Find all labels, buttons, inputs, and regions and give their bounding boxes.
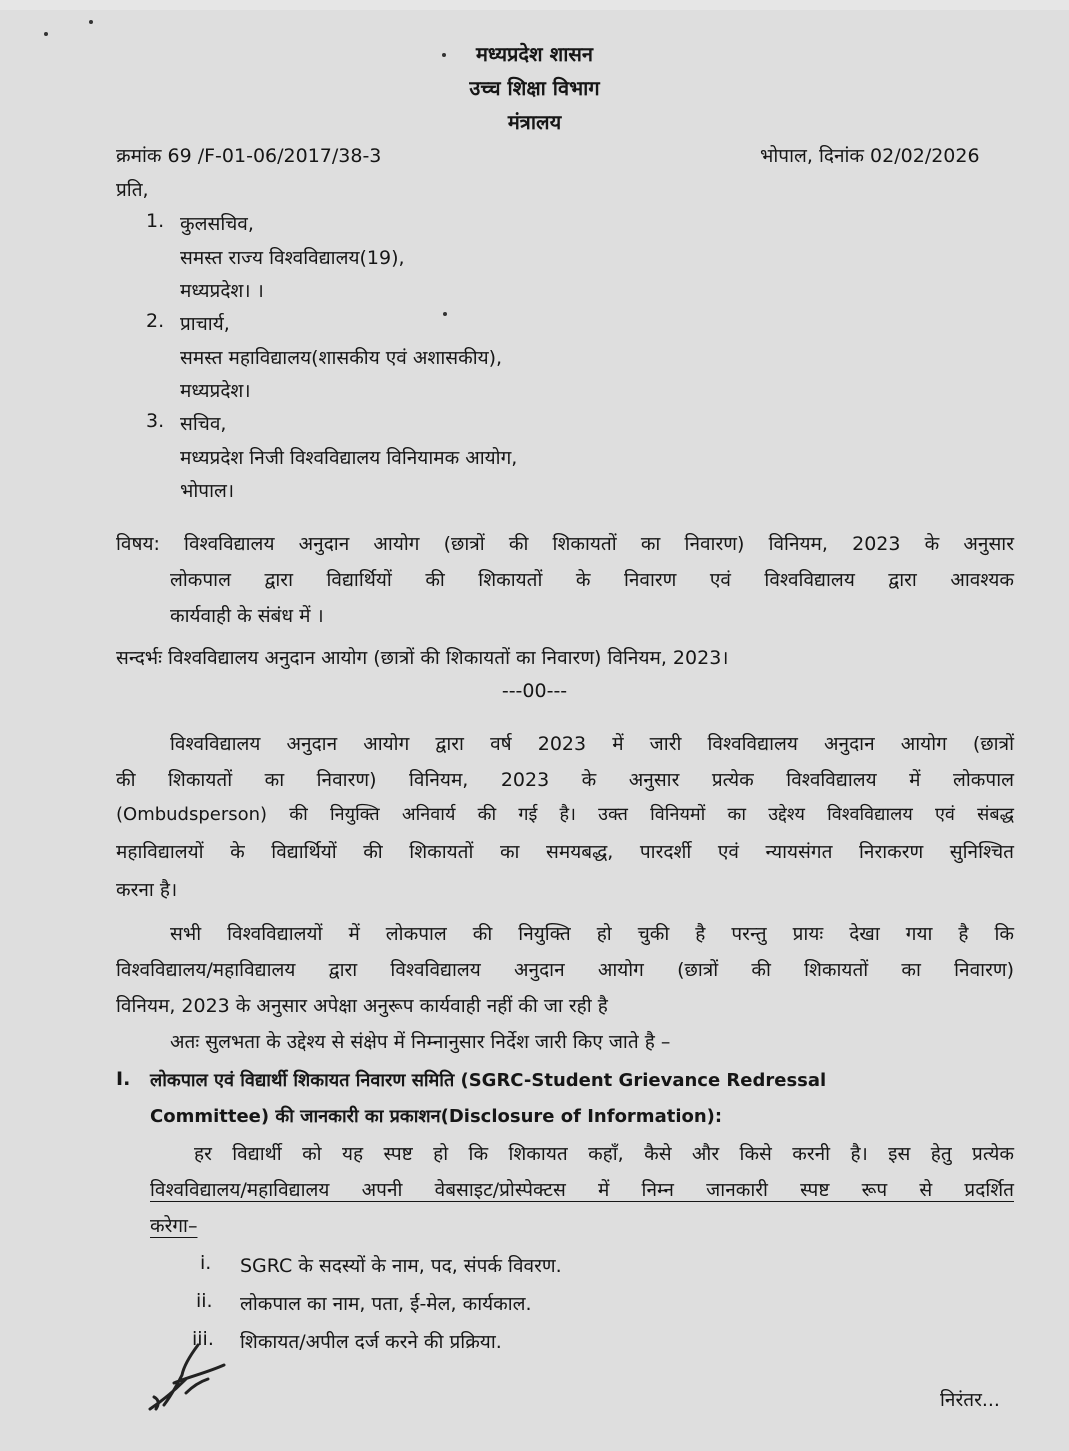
paragraph-line: विश्वविद्यालय/महाविद्यालय द्वारा विश्वविद्यालय अनुदान आयोग (छात्रों की शिकायतों का निवारण) bbox=[116, 959, 1014, 981]
letter-date: भोपाल, दिनांक 02/02/2026 bbox=[760, 145, 980, 167]
recipient-line: मध्यप्रदेश। bbox=[180, 380, 251, 402]
section-title-line: लोकपाल एवं विद्यार्थी शिकायत निवारण समिति (SGRC-Student Grievance Redressal bbox=[150, 1070, 827, 1091]
section-body-line-underlined: करेगा– bbox=[150, 1215, 198, 1237]
section-body-line-underlined: विश्वविद्यालय/महाविद्यालय अपनी वेबसाइट/प्रोस्पेक्टस में निम्न जानकारी स्पष्ट रूप से प्रदर्शित bbox=[150, 1179, 1014, 1201]
item-text: लोकपाल का नाम, पता, ई-मेल, कार्यकाल. bbox=[240, 1293, 532, 1315]
recipient-number: 3. bbox=[146, 410, 165, 432]
recipient-title: कुलसचिव, bbox=[180, 213, 254, 235]
separator: ---00--- bbox=[501, 680, 568, 702]
section-body-line: हर विद्यार्थी को यह स्पष्ट हो कि शिकायत कहाँ, कैसे और किसे करनी है। इस हेतु प्रत्येक bbox=[194, 1143, 1014, 1165]
recipient-line: मध्यप्रदेश निजी विश्वविद्यालय विनियामक आयोग, bbox=[180, 447, 518, 469]
speck bbox=[89, 20, 93, 24]
to-label: प्रति, bbox=[116, 179, 149, 201]
speck bbox=[44, 32, 48, 36]
recipient-number: 1. bbox=[146, 210, 165, 232]
item-text: शिकायत/अपील दर्ज करने की प्रक्रिया. bbox=[240, 1331, 502, 1353]
recipient-line: मध्यप्रदेश। । bbox=[180, 280, 264, 302]
paragraph-line: महाविद्यालयों के विद्यार्थियों की शिकायतों का समयबद्ध, पारदर्शी एवं न्यायसंगत निराकरण सुनिश्चित bbox=[116, 841, 1014, 863]
item-number: iii. bbox=[192, 1328, 214, 1350]
item-number: i. bbox=[200, 1252, 212, 1274]
recipient-number: 2. bbox=[146, 310, 165, 332]
document-page bbox=[0, 10, 1069, 1451]
recipient-title: सचिव, bbox=[180, 413, 227, 435]
continued-label: निरंतर... bbox=[940, 1389, 1000, 1411]
signature-mark bbox=[144, 1335, 234, 1417]
recipient-line: समस्त राज्य विश्वविद्यालय(19), bbox=[180, 247, 405, 269]
recipient-title: प्राचार्य, bbox=[180, 313, 230, 335]
recipient-line: समस्त महाविद्यालय(शासकीय एवं अशासकीय), bbox=[180, 347, 503, 369]
recipient-line: भोपाल। bbox=[180, 480, 235, 502]
paragraph-line: करना है। bbox=[116, 879, 178, 901]
header-govt: मध्यप्रदेश शासन bbox=[475, 42, 594, 66]
reference-line: सन्दर्भः विश्वविद्यालय अनुदान आयोग (छात्रों की शिकायतों का निवारण) विनियम, 2023। bbox=[116, 647, 729, 669]
item-text: SGRC के सदस्यों के नाम, पद, संपर्क विवरण. bbox=[240, 1255, 562, 1277]
subject-line: कार्यवाही के संबंध में । bbox=[170, 605, 324, 627]
letter-number: क्रमांक 69 /F-01-06/2017/38-3 bbox=[116, 145, 382, 167]
subject-line: लोकपाल द्वारा विद्यार्थियों की शिकायतों के निवारण एवं विश्वविद्यालय द्वारा आवश्यक bbox=[170, 569, 1014, 591]
speck bbox=[443, 312, 447, 316]
paragraph-line: (Ombudsperson) की नियुक्ति अनिवार्य की गई है। उक्त विनियमों का उद्देश्य विश्वविद्यालय एवं संबद्ध bbox=[116, 804, 1014, 825]
section-number: I. bbox=[116, 1068, 131, 1090]
paragraph-line: सभी विश्वविद्यालयों में लोकपाल की नियुक्ति हो चुकी है परन्तु प्रायः देखा गया है कि bbox=[170, 923, 1014, 945]
header-ministry: मंत्रालय bbox=[507, 110, 562, 134]
header-department: उच्च शिक्षा विभाग bbox=[469, 76, 600, 100]
section-title-line: Committee) की जानकारी का प्रकाशन(Disclosure of Information): bbox=[150, 1106, 723, 1127]
paragraph-line: विश्वविद्यालय अनुदान आयोग द्वारा वर्ष 2023 में जारी विश्वविद्यालय अनुदान आयोग (छात्रों bbox=[170, 733, 1014, 755]
paragraph-line: विनियम, 2023 के अनुसार अपेक्षा अनुरूप कार्यवाही नहीं की जा रही है bbox=[116, 995, 608, 1017]
item-number: ii. bbox=[196, 1290, 213, 1312]
subject-line: विषय: विश्वविद्यालय अनुदान आयोग (छात्रों की शिकायतों का निवारण) विनियम, 2023 के अनुसार bbox=[116, 533, 1014, 555]
paragraph-line: अतः सुलभता के उद्देश्य से संक्षेप में निम्नानुसार निर्देश जारी किए जाते है – bbox=[170, 1031, 671, 1053]
paragraph-line: की शिकायतों का निवारण) विनियम, 2023 के अनुसार प्रत्येक विश्वविद्यालय में लोकपाल bbox=[116, 769, 1014, 791]
